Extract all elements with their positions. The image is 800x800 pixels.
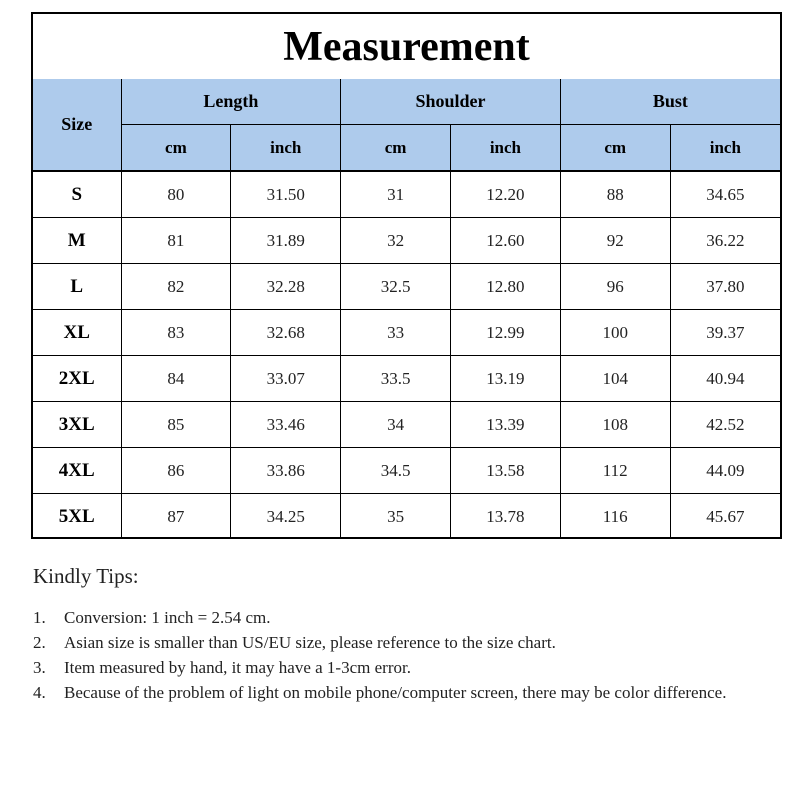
measurement-cell: 104	[560, 356, 670, 402]
table-header	[33, 79, 780, 171]
tip-number: 4.	[33, 683, 46, 702]
measurement-cell: 13.58	[451, 448, 561, 494]
unit-header: cm	[341, 125, 451, 172]
size-label-cell: 2XL	[33, 356, 121, 402]
size-table	[33, 79, 780, 539]
measurement-cell: 83	[121, 310, 231, 356]
tip-text: Item measured by hand, it may have a 1-3cm error.	[64, 658, 411, 677]
tip-item	[33, 655, 773, 680]
measurement-cell: 32.5	[341, 264, 451, 310]
measurement-cell: 84	[121, 356, 231, 402]
measurement-cell: 87	[121, 494, 231, 540]
measurement-cell: 34.25	[231, 494, 341, 540]
measurement-cell: 33.86	[231, 448, 341, 494]
measurement-cell: 31.50	[231, 171, 341, 218]
unit-header: inch	[451, 125, 561, 172]
size-chart	[31, 12, 782, 539]
measurement-cell: 33	[341, 310, 451, 356]
measurement-cell: 33.07	[231, 356, 341, 402]
measurement-cell: 37.80	[670, 264, 780, 310]
measurement-cell: 32	[341, 218, 451, 264]
tip-item	[33, 680, 773, 705]
measurement-cell: 31.89	[231, 218, 341, 264]
measurement-cell: 81	[121, 218, 231, 264]
unit-header: cm	[560, 125, 670, 172]
table-row	[33, 356, 780, 402]
measurement-cell: 35	[341, 494, 451, 540]
tip-text: Because of the problem of light on mobile phone/computer screen, there may be color difference.	[64, 683, 727, 702]
measurement-cell: 32.28	[231, 264, 341, 310]
length-group-header: Length	[121, 79, 341, 125]
measurement-cell: 34	[341, 402, 451, 448]
table-body	[33, 171, 780, 539]
measurement-cell: 108	[560, 402, 670, 448]
kindly-tips	[33, 564, 773, 705]
measurement-cell: 13.78	[451, 494, 561, 540]
tips-list	[33, 605, 773, 705]
size-column-header: Size	[33, 79, 121, 171]
table-row	[33, 448, 780, 494]
measurement-cell: 13.19	[451, 356, 561, 402]
tip-text: Asian size is smaller than US/EU size, please reference to the size chart.	[64, 633, 556, 652]
unit-header: inch	[670, 125, 780, 172]
tip-number: 2.	[33, 633, 46, 652]
measurement-cell: 31	[341, 171, 451, 218]
measurement-cell: 92	[560, 218, 670, 264]
measurement-cell: 96	[560, 264, 670, 310]
measurement-cell: 13.39	[451, 402, 561, 448]
table-row	[33, 494, 780, 540]
measurement-cell: 44.09	[670, 448, 780, 494]
tip-item	[33, 605, 773, 630]
measurement-cell: 116	[560, 494, 670, 540]
table-row	[33, 310, 780, 356]
measurement-cell: 12.20	[451, 171, 561, 218]
measurement-cell: 34.65	[670, 171, 780, 218]
size-label-cell: S	[33, 171, 121, 218]
tips-title: Kindly Tips:	[33, 564, 139, 588]
unit-header: inch	[231, 125, 341, 172]
table-row	[33, 218, 780, 264]
measurement-cell: 80	[121, 171, 231, 218]
table-row	[33, 402, 780, 448]
measurement-cell: 12.60	[451, 218, 561, 264]
size-label-cell: XL	[33, 310, 121, 356]
measurement-cell: 12.99	[451, 310, 561, 356]
size-label-cell: M	[33, 218, 121, 264]
measurement-cell: 88	[560, 171, 670, 218]
measurement-cell: 32.68	[231, 310, 341, 356]
table-row	[33, 264, 780, 310]
size-label-cell: 5XL	[33, 494, 121, 540]
measurement-cell: 45.67	[670, 494, 780, 540]
measurement-cell: 33.5	[341, 356, 451, 402]
unit-header: cm	[121, 125, 231, 172]
size-label-cell: 3XL	[33, 402, 121, 448]
tip-item	[33, 630, 773, 655]
unit-header-row	[33, 125, 780, 172]
measurement-cell: 42.52	[670, 402, 780, 448]
measurement-cell: 85	[121, 402, 231, 448]
measurement-cell: 112	[560, 448, 670, 494]
table-row	[33, 171, 780, 218]
measurement-cell: 39.37	[670, 310, 780, 356]
measurement-cell: 12.80	[451, 264, 561, 310]
measurement-cell: 86	[121, 448, 231, 494]
chart-title: Measurement	[33, 14, 780, 81]
bust-group-header: Bust	[560, 79, 780, 125]
tip-number: 1.	[33, 608, 46, 627]
measurement-cell: 36.22	[670, 218, 780, 264]
size-label-cell: L	[33, 264, 121, 310]
measurement-cell: 40.94	[670, 356, 780, 402]
measurement-cell: 33.46	[231, 402, 341, 448]
tip-text: Conversion: 1 inch = 2.54 cm.	[64, 608, 271, 627]
shoulder-group-header: Shoulder	[341, 79, 561, 125]
size-label-cell: 4XL	[33, 448, 121, 494]
group-header-row	[33, 79, 780, 125]
measurement-cell: 100	[560, 310, 670, 356]
measurement-cell: 34.5	[341, 448, 451, 494]
tip-number: 3.	[33, 658, 46, 677]
measurement-cell: 82	[121, 264, 231, 310]
